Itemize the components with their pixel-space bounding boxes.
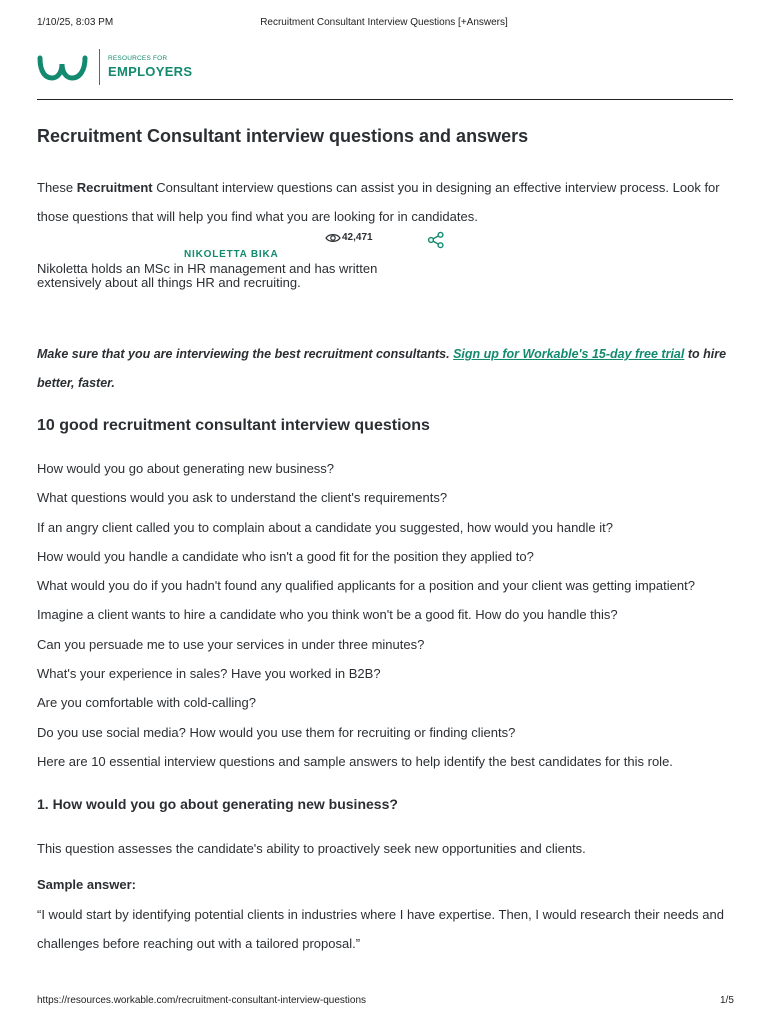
question-item: What would you do if you hadn't found any qualified applicants for a position and your client was getting impatient?: [37, 578, 695, 594]
share-icon[interactable]: [427, 231, 445, 249]
questions-summary: Here are 10 essential interview questions and sample answers to help identify the best candidates for this role.: [37, 753, 673, 769]
cta-prefix: Make sure that you are interviewing the best recruitment consultants.: [37, 347, 454, 361]
logo-divider: [99, 49, 100, 85]
question-item: Are you comfortable with cold-calling?: [37, 695, 256, 711]
free-trial-link[interactable]: Sign up for Workable's 15-day free trial: [453, 347, 685, 361]
question-item: Can you persuade me to use your services in under three minutes?: [37, 636, 425, 652]
workable-logo[interactable]: [37, 48, 192, 86]
logo-small-text: RESOURCES FOR: [108, 54, 168, 62]
print-page-number: 1/5: [720, 995, 734, 1006]
question-item: What's your experience in sales? Have you worked in B2B?: [37, 666, 381, 682]
intro-prefix: These: [37, 180, 77, 195]
author-name-link[interactable]: NIKOLETTA BIKA: [184, 249, 279, 260]
q1-heading: 1. How would you go about generating new business?: [37, 796, 398, 812]
question-item: Do you use social media? How would you use them for recruiting or finding clients?: [37, 724, 516, 740]
questions-list: [37, 460, 695, 782]
header-divider: [37, 99, 733, 100]
sample-answer-text: “I would start by identifying potential clients in industries where I have expertise. Then, I would research their needs and challenges before reaching out with a tailored proposal.”: [37, 907, 724, 951]
question-item: What questions would you ask to understand the client's requirements?: [37, 490, 448, 506]
print-url: https://resources.workable.com/recruitment-consultant-interview-questions: [37, 995, 367, 1006]
workable-w-icon: [37, 53, 89, 81]
cta-paragraph: [37, 340, 727, 398]
sample-answer-label: Sample answer:: [37, 877, 136, 892]
view-count-value: 42,471: [342, 232, 373, 243]
question-item: How would you go about generating new business?: [37, 461, 335, 476]
article-title: Recruitment Consultant interview questions and answers: [37, 126, 529, 146]
view-count: [325, 232, 373, 243]
cta-suffix: to hire better, faster.: [37, 347, 727, 390]
question-item: If an angry client called you to complain about a candidate you suggested, how would you handle it?: [37, 519, 613, 535]
print-datetime: 1/10/25, 8:03 PM: [37, 17, 114, 28]
question-item: How would you handle a candidate who isn't a good fit for the position they applied to?: [37, 548, 534, 564]
logo-big-text: EMPLOYERS: [108, 64, 193, 80]
question-item: Imagine a client wants to hire a candidate who you think won't be a good fit. How do you handle this?: [37, 607, 618, 623]
print-page-title: Recruitment Consultant Interview Questions [+Answers]: [260, 17, 508, 28]
eye-icon: [325, 233, 341, 243]
author-bio: Nikoletta holds an MSc in HR management and has written extensively about all things HR and recruiting.: [37, 261, 378, 290]
intro-rest: Consultant interview questions can assist you in designing an effective interview process. Look for those questions that will help you find what you are looking for in candidates.: [37, 180, 720, 224]
logo-wordmark: [108, 56, 192, 79]
intro-bold: Recruitment: [76, 180, 153, 195]
q1-description: This question assesses the candidate's ability to proactively seek new opportunities and clients.: [37, 841, 586, 856]
article-intro: [37, 173, 729, 231]
questions-heading: 10 good recruitment consultant interview questions: [37, 417, 430, 434]
